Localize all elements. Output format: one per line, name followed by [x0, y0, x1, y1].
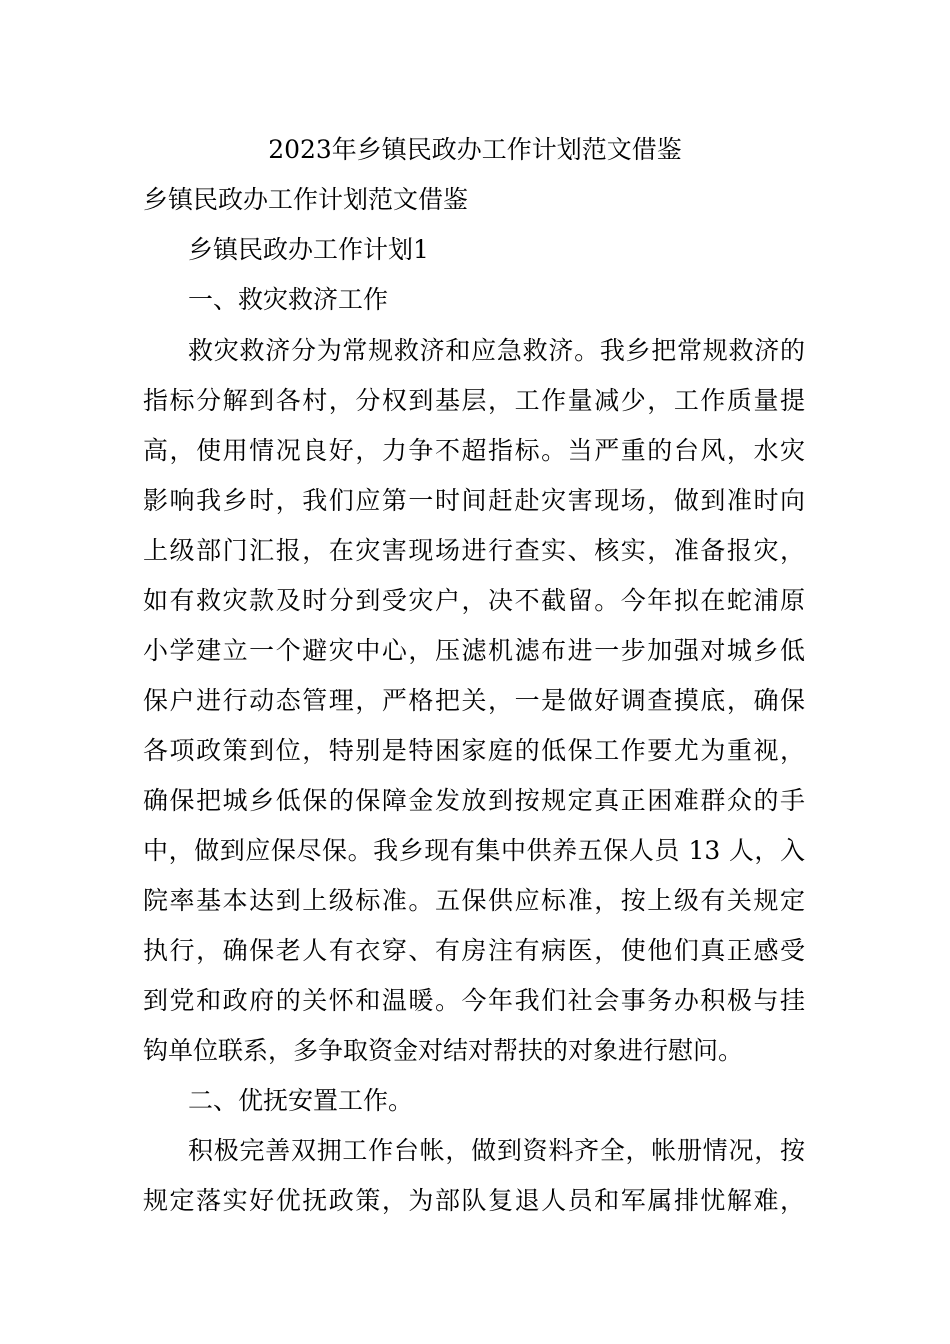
document-title: 2023年乡镇民政办工作计划范文借鉴 — [268, 135, 682, 164]
section1-line-15: 钩单位联系，多争取资金对结对帮扶的对象进行慰问。 — [143, 1036, 744, 1065]
section1-line-11: 中，做到应保尽保。我乡现有集中供养五保人员 13 人，入 — [143, 836, 805, 865]
section2-line-1: 积极完善双拥工作台帐，做到资料齐全，帐册情况，按 — [188, 1136, 805, 1165]
section1-line-7: 小学建立一个避灾中心，压滤机滤布进一步加强对城乡低 — [143, 636, 805, 665]
section1-line-2: 指标分解到各村，分权到基层，工作量减少，工作质量提 — [143, 386, 805, 415]
plan-heading: 乡镇民政办工作计划1 — [188, 235, 429, 264]
section1-line-10: 确保把城乡低保的保障金发放到按规定真正困难群众的手 — [143, 786, 805, 815]
section1-line-4: 影响我乡时，我们应第一时间赶赴灾害现场，做到准时向 — [143, 486, 805, 515]
section1-line-5: 上级部门汇报，在灾害现场进行查实、核实，准备报灾， — [143, 536, 805, 565]
section2-line-2: 规定落实好优抚政策，为部队复退人员和军属排忧解难， — [143, 1186, 805, 1215]
document-subtitle: 乡镇民政办工作计划范文借鉴 — [143, 185, 469, 214]
section2-heading: 二、优抚安置工作。 — [188, 1086, 414, 1115]
section1-line-1: 救灾救济分为常规救济和应急救济。我乡把常规救济的 — [188, 336, 805, 365]
section1-line-12: 院率基本达到上级标准。五保供应标准，按上级有关规定 — [143, 886, 805, 915]
section1-line-6: 如有救灾款及时分到受灾户，决不截留。今年拟在蛇浦原 — [143, 586, 805, 615]
section1-line-8: 保户进行动态管理，严格把关，一是做好调查摸底，确保 — [143, 686, 805, 715]
section1-line-9: 各项政策到位，特别是特困家庭的低保工作要尤为重视， — [143, 736, 805, 765]
section1-heading: 一、救灾救济工作 — [188, 285, 389, 314]
section1-line-14: 到党和政府的关怀和温暖。今年我们社会事务办积极与挂 — [143, 986, 805, 1015]
section1-line-3: 高，使用情况良好，力争不超指标。当严重的台风，水灾 — [143, 436, 805, 465]
section1-line-13: 执行，确保老人有衣穿、有房注有病医，使他们真正感受 — [143, 936, 805, 965]
